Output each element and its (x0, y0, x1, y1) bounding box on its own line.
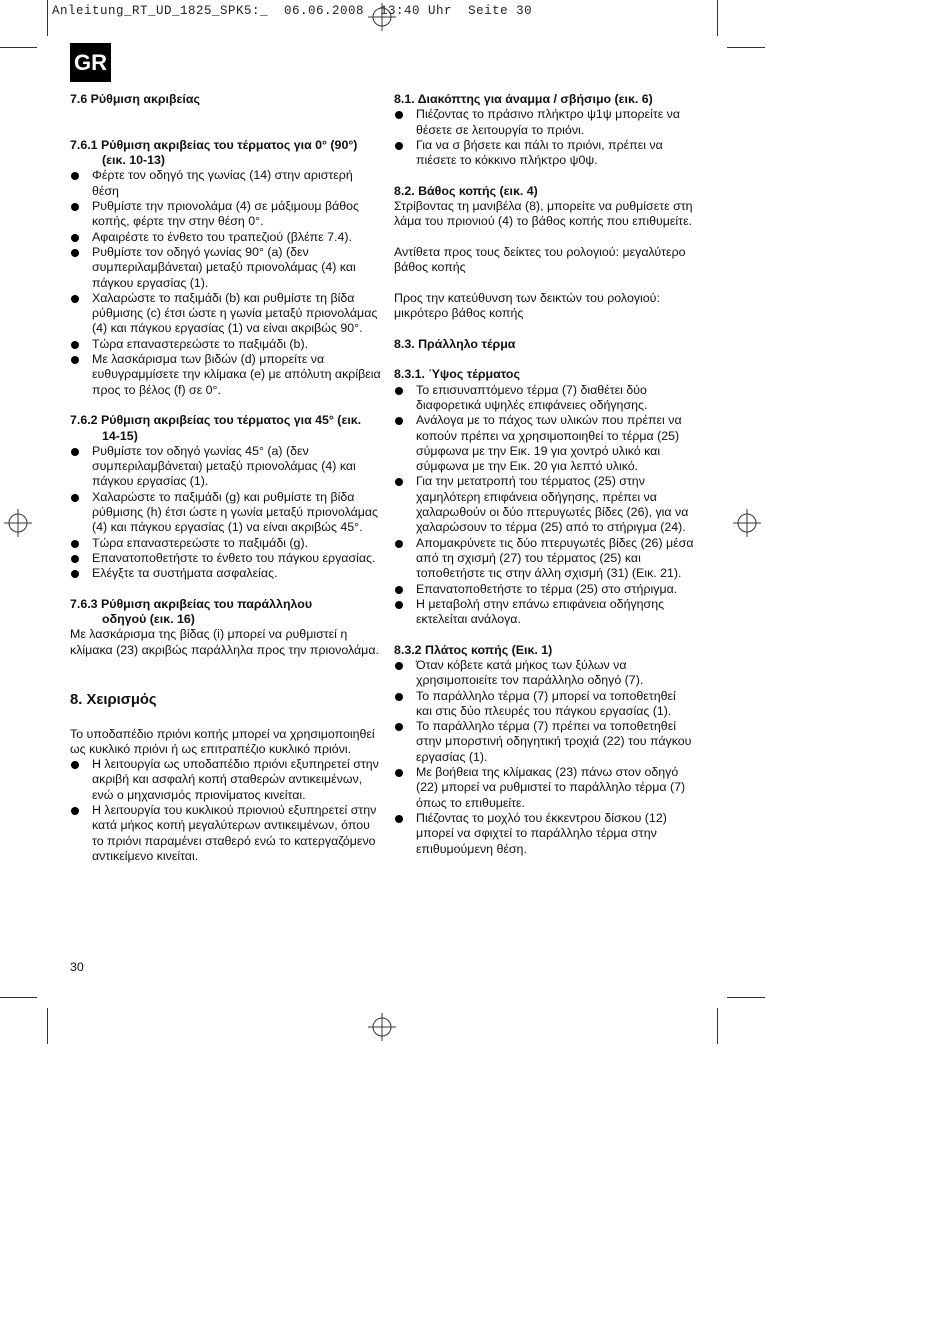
section-8-3-2-title: 8.3.2 Πλάτος κοπής (Εικ. 1) (394, 642, 553, 657)
bullet-icon (71, 555, 79, 563)
bullet-icon (71, 570, 79, 578)
list-item: Ρυθμίστε τον οδηγό γωνίας 90° (a) (δεν συμπεριλαμβάνεται) μεταξύ πριονολάμας (4) και πάγκου εργασίας (1). (70, 245, 382, 291)
list-item: Τώρα επαναστερεώστε το παξιμάδι (b). (70, 337, 382, 352)
list-item: Αφαιρέστε το ένθετο του τραπεζιού (βλέπε 7.4). (70, 230, 382, 245)
registration-mark-icon (4, 509, 32, 537)
list-item: Χαλαρώστε το παξιμάδι (g) και ρυθμίστε τη βίδα ρύθμισης (h) έτσι ώστε η γωνία μεταξύ πριονολάμας (4) και πάγκου εργασίας (1) να είναι ακριβώς 45°. (70, 490, 382, 536)
section-8-title: 8. Χειρισμός (70, 691, 157, 708)
bullet-icon (71, 295, 79, 303)
bullet-icon (71, 249, 79, 257)
language-badge: GR (70, 43, 111, 82)
crop-mark (717, 0, 718, 36)
list-item: Πιέζοντας το πράσινο πλήκτρο ψ1ψ μπορείτε να θέσετε σε λειτουργία το πριόνι. (394, 107, 694, 138)
list-item: Με βοήθεια της κλίμακας (23) πάνω στον οδηγό (22) μπορεί να ρυθμιστεί το παράλληλο τέρμα (7) όπως το επιθυμείτε. (394, 765, 694, 811)
section-8-1-list (394, 107, 694, 168)
bullet-icon (395, 723, 403, 731)
section-8-3-1-title: 8.3.1. Ύψος τέρματος (394, 367, 520, 382)
bullet-icon (395, 111, 403, 119)
list-item: Το παράλληλο τέρμα (7) πρέπει να τοποθετηθεί στην μπορστινή οδηγητική τροχιά (22) του πάγκου εργασίας (1). (394, 719, 694, 765)
section-7-6-2-title: 7.6.2 Ρύθμιση ακριβείας του τέρματος για 45° (εικ. 14-15) (70, 413, 362, 443)
bullet-icon (395, 478, 403, 486)
section-7-6-3-text: Με λασκάρισμα της βίδας (i) μπορεί να ρυθμιστεί η κλίμακα (23) ακριβώς παράλληλα προς την πριονολάμα. (70, 627, 379, 657)
list-item: Το επισυναπτόμενο τέρμα (7) διαθέτει δύο διαφορετικά υψηλές επιφάνειες οδήγησης. (394, 383, 694, 414)
registration-mark-icon (733, 509, 761, 537)
bullet-icon (71, 356, 79, 364)
crop-mark (0, 47, 37, 48)
crop-mark (717, 1008, 718, 1044)
section-8-3-2-list (394, 658, 694, 857)
list-item: Το παράλληλο τέρμα (7) μπορεί να τοποθετηθεί και στις δύο πλευρές του πάγκου εργασίας (1). (394, 689, 694, 720)
section-7-6-2-list (70, 444, 382, 582)
section-8-3-1-list (394, 383, 694, 628)
list-item: Ρυθμίστε την πριονολάμα (4) σε μάξιμουμ βάθος κοπής, φέρτε την στην θέση 0°. (70, 199, 382, 230)
crop-mark (0, 997, 37, 998)
bullet-icon (395, 601, 403, 609)
crop-mark (47, 0, 48, 36)
list-item: Η λειτουργία του κυκλικού πριονιού εξυπηρετεί στην κατά μήκος κοπή μεγαλύτερων αντικειμένων, όπου το πριόνι παραμένει σταθερό ενώ το κατεργαζόμενο αντικείμενο κινείται. (70, 803, 382, 864)
bullet-icon (71, 540, 79, 548)
bullet-icon (71, 807, 79, 815)
section-8-2-counterclockwise: Αντίθετα προς τους δείκτες του ρολογιού: μεγαλύτερο βάθος κοπής (394, 244, 686, 275)
list-item: Με λασκάρισμα των βιδών (d) μπορείτε να ευθυγραμμίσετε την κλίμακα (e) με απόλυτη ακρίβεια προς το βέλος (f) σε 0°. (70, 352, 382, 398)
right-column (394, 92, 694, 857)
list-item: Επανατοποθετήστε το τέρμα (25) στο στήριγμα. (394, 582, 694, 597)
registration-mark-icon (368, 3, 396, 31)
section-7-6-title: 7.6 Ρύθμιση ακριβείας (70, 92, 200, 106)
bullet-icon (395, 769, 403, 777)
list-item: Τώρα επαναστερεώστε το παξιμάδι (g). (70, 536, 382, 551)
crop-mark (727, 47, 765, 48)
crop-mark (47, 1008, 48, 1044)
bullet-icon (395, 815, 403, 823)
list-item: Πιέζοντας το μοχλό του έκκεντρου δίσκου (12) μπορεί να σφιχτεί το παράλληλο τέρμα στην επιθυμούμενη θέση. (394, 811, 694, 857)
list-item: Για να σ βήσετε και πάλι το πριόνι, πρέπει να πιέσετε το κόκκινο πλήκτρο ψ0ψ. (394, 138, 694, 169)
list-item: Όταν κόβετε κατά μήκος των ξύλων να χρησιμοποιείτε τον παράλληλο οδηγό (7). (394, 658, 694, 689)
list-item: Φέρτε τον οδηγό της γωνίας (14) στην αριστερή θέση (70, 168, 382, 199)
list-item: Η μεταβολή στην επάνω επιφάνεια οδήγησης εκτελείται ανάλογα. (394, 597, 694, 628)
bullet-icon (71, 172, 79, 180)
bullet-icon (395, 387, 403, 395)
list-item: Ελέγξτε τα συστήματα ασφαλείας. (70, 566, 382, 581)
section-7-6-3-title: 7.6.3 Ρύθμιση ακριβείας του παράλληλου (70, 596, 313, 611)
bullet-icon (395, 662, 403, 670)
bullet-icon (71, 234, 79, 242)
bullet-icon (395, 142, 403, 150)
bullet-icon (71, 494, 79, 502)
section-8-2-title: 8.2. Βάθος κοπής (εικ. 4) (394, 183, 538, 198)
page-number: 30 (70, 960, 84, 974)
list-item: Χαλαρώστε το παξιμάδι (b) και ρυθμίστε τη βίδα ρύθμισης (c) έτσι ώστε η γωνία μεταξύ πριονολάμας (4) και πάγκου εργασίας (1) να είναι ακριβώς 90°. (70, 291, 382, 337)
list-item: Ανάλογα με το πάχος των υλικών που πρέπει να κοπούν πρέπει να χρησιμοποιηθεί το τέρμα (25) σύμφωνα με την Εικ. 19 για χοντρό υλικό και σύμφωνα με την Εικ. 20 για λεπτό υλικό. (394, 413, 694, 474)
bullet-icon (395, 693, 403, 701)
bullet-icon (71, 448, 79, 456)
section-7-6-1-title: 7.6.1 Ρύθμιση ακριβείας του τέρματος για 0° (90°) (εικ. 10-13) (70, 137, 358, 168)
bullet-icon (71, 341, 79, 349)
bullet-icon (395, 586, 403, 594)
registration-mark-icon (368, 1013, 396, 1041)
section-8-2-clockwise: Προς την κατεύθυνση των δεικτών του ρολογιού: μικρότερο βάθος κοπής (394, 290, 660, 321)
bullet-icon (71, 761, 79, 769)
section-8-intro: Το υποδαπέδιο πριόνι κοπής μπορεί να χρησιμοποιηθεί ως κυκλικό πριόνι ή ως επιτραπέζιο κυκλικό πριόνι. (70, 726, 375, 756)
bullet-icon (395, 540, 403, 548)
list-item: Επανατοποθετήστε το ένθετο του πάγκου εργασίας. (70, 551, 382, 566)
section-7-6-1-list (70, 168, 382, 397)
list-item: Για την μετατροπή του τέρματος (25) στην χαμηλότερη επιφάνεια οδήγησης, πρέπει να χαλαρωθούν οι δύο πτερυγωτές βίδες (26), για να χαλαρώσουν το τέρμα (25) από το στήριγμα (24). (394, 474, 694, 535)
print-header: Anleitung_RT_UD_1825_SPK5:_ 06.06.2008 13:40 Uhr Seite 30 (52, 4, 533, 18)
section-8-1-title: 8.1. Διακόπτης για άναμμα / σβήσιμο (εικ. 6) (394, 92, 653, 106)
section-8-list (70, 757, 382, 864)
list-item: Ρυθμίστε τον οδηγό γωνίας 45° (a) (δεν συμπεριλαμβάνεται) μεταξύ πριονολάμας (4) και πάγκου εργασίας (1). (70, 444, 382, 490)
bullet-icon (395, 417, 403, 425)
section-7-6-3-subtitle: οδηγού (εικ. 16) (102, 612, 195, 627)
list-item: Απομακρύνετε τις δύο πτερυγωτές βίδες (26) μέσα από τη σχισμή (27) του τέρματος (25) και τοποθετήστε τις στην άλλη σχισμή (31) (Εικ. 21). (394, 536, 694, 582)
section-8-2-text: Στρίβοντας τη μανιβέλα (8), μπορείτε να ρυθμίσετε στη λάμα του πριονιού (4) το βάθος κοπής που επιθυμείτε. (394, 199, 693, 229)
list-item: Η λειτουργία ως υποδαπέδιο πριόνι εξυπηρετεί στην ακριβή και ασφαλή κοπή σταθερών αντικειμένων, ενώ ο μηχανισμός πριονίματος κινείται. (70, 757, 382, 803)
crop-mark (727, 997, 765, 998)
section-8-3-title: 8.3. Πράλληλο τέρμα (394, 336, 516, 351)
left-column (70, 92, 382, 864)
bullet-icon (71, 203, 79, 211)
